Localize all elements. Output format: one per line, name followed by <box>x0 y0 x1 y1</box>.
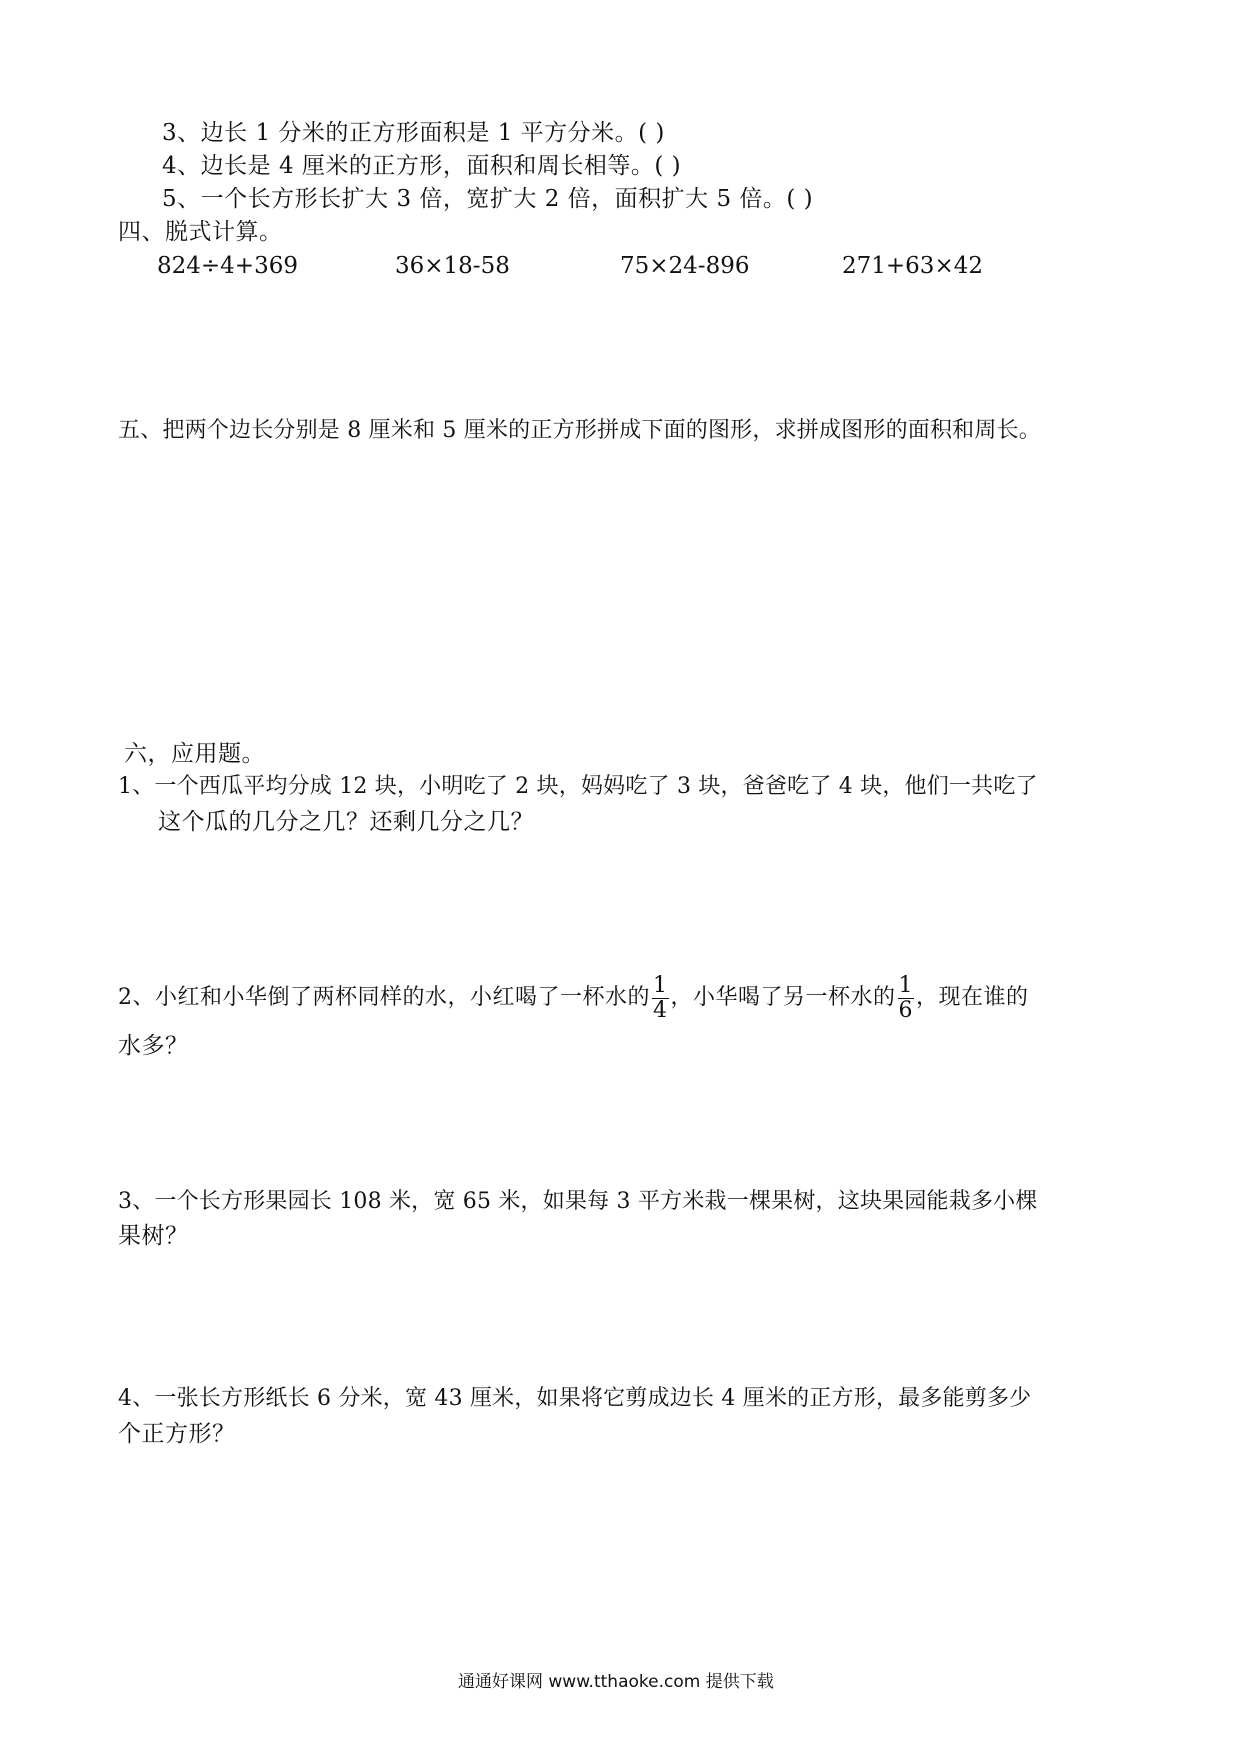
page-footer: 通通好课网 www.tthaoke.com 提供下载 <box>458 1672 774 1692</box>
judgement-item-3: 3、边长 1 分米的正方形面积是 1 平方分米。( ) <box>162 120 665 146</box>
expression-2: 36×18-58 <box>395 253 510 279</box>
question-4-line-1: 4、一张长方形纸长 6 分米，宽 43 厘米，如果将它剪成边长 4 厘米的正方形，最多能剪多少 <box>118 1386 1032 1411</box>
question-3-line-2: 果树？ <box>118 1223 189 1249</box>
question-2-text-c: ，现在谁的 <box>916 985 1029 1010</box>
expression-4: 271+63×42 <box>842 253 983 279</box>
question-2-text-a: 2、小红和小华倒了两杯同样的水，小红喝了一杯水的 <box>118 985 650 1010</box>
expression-1: 824÷4+369 <box>157 253 298 279</box>
question-4-line-2: 个正方形？ <box>118 1421 236 1447</box>
question-1-line-2: 这个瓜的几分之几？还剩几分之几？ <box>158 809 534 835</box>
fraction-2-numerator: 1 <box>898 972 914 998</box>
question-2-line-1 <box>118 973 1029 1023</box>
fraction-1-denominator: 4 <box>653 997 668 1023</box>
fraction-one-sixth <box>898 974 915 1023</box>
question-2-text-b: ，小华喝了另一杯水的 <box>670 985 896 1010</box>
fraction-2-denominator: 6 <box>898 997 914 1023</box>
fraction-1-numerator: 1 <box>653 972 668 998</box>
section-5-title: 五、把两个边长分别是 8 厘米和 5 厘米的正方形拼成下面的图形，求拼成图形的面积和周长。 <box>118 418 1041 443</box>
judgement-item-5: 5、一个长方形长扩大 3 倍，宽扩大 2 倍，面积扩大 5 倍。( ) <box>162 186 814 212</box>
fraction-one-quarter <box>652 974 669 1023</box>
question-1-line-1: 1、一个西瓜平均分成 12 块，小明吃了 2 块，妈妈吃了 3 块，爸爸吃了 4 块，他们一共吃了 <box>118 774 1038 799</box>
judgement-item-4: 4、边长是 4 厘米的正方形，面积和周长相等。( ) <box>162 153 682 179</box>
section-4-title: 四、脱式计算。 <box>118 219 283 245</box>
question-3-line-1: 3、一个长方形果园长 108 米，宽 65 米，如果每 3 平方米栽一棵果树，这块果园能栽多小棵 <box>118 1189 1038 1214</box>
expression-3: 75×24-896 <box>620 253 750 279</box>
section-6-title: 六，应用题。 <box>124 741 265 767</box>
question-2-line-2: 水多？ <box>118 1033 189 1059</box>
